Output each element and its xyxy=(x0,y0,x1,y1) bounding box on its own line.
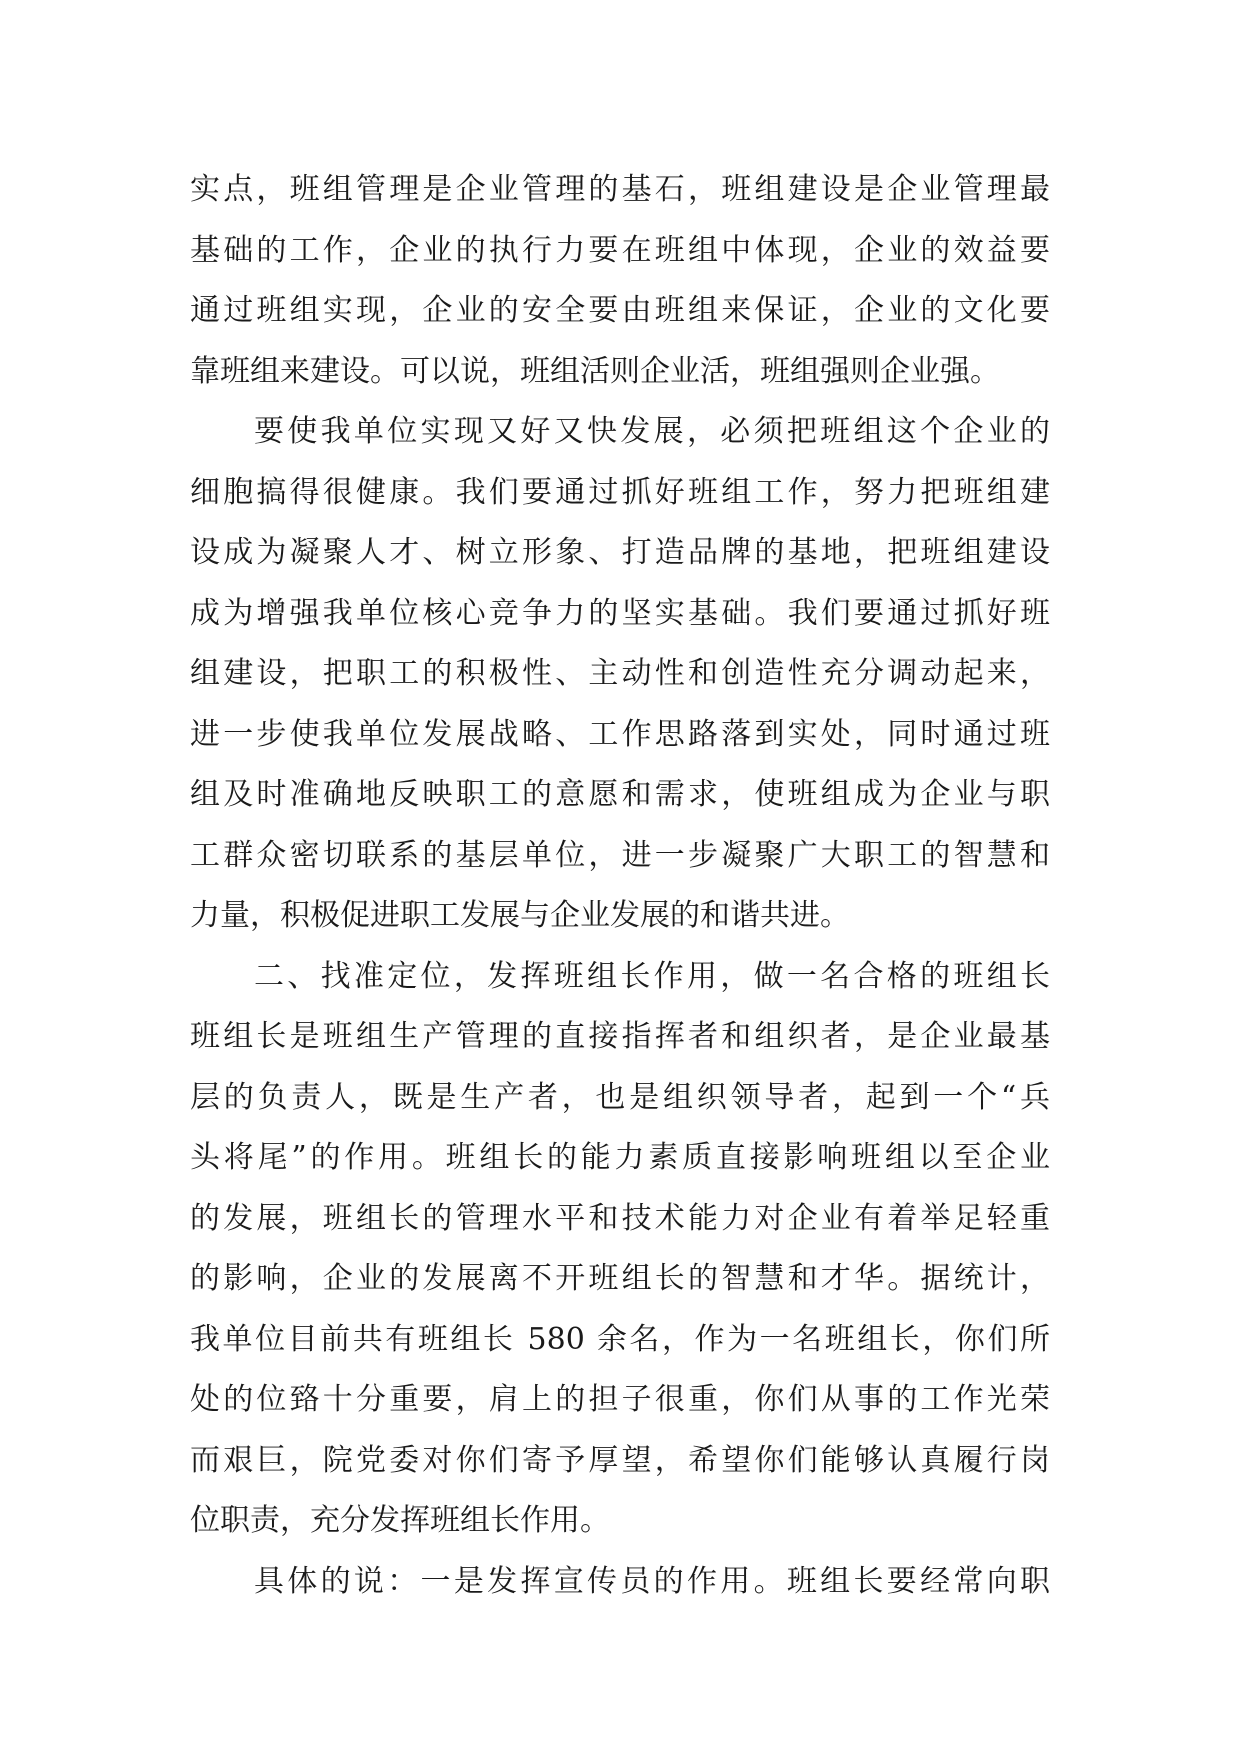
text-line: 成为增强我单位核心竞争力的坚实基础。我们要通过抓好班 xyxy=(190,595,1050,631)
text-line: 的发展，班组长的管理水平和技术能力对企业有着举足轻重 xyxy=(190,1200,1050,1236)
text-line: 位职责，充分发挥班组长作用。 xyxy=(190,1503,610,1538)
text-line: 处的位臵十分重要，肩上的担子很重，你们从事的工作光荣 xyxy=(190,1382,1050,1417)
text-line: 具体的说：一是发挥宣传员的作用。班组长要经常向职 xyxy=(254,1563,1050,1599)
text-line: 而艰巨，院党委对你们寄予厚望，希望你们能够认真履行岗 xyxy=(190,1442,1050,1478)
text-line: 通过班组实现，企业的安全要由班组来保证，企业的文化要 xyxy=(190,293,1050,328)
text-line: 基础的工作，企业的执行力要在班组中体现，企业的效益要 xyxy=(190,232,1050,268)
text-line: 的影响，企业的发展离不开班组长的智慧和才华。据统计， xyxy=(190,1261,1050,1296)
text-line: 工群众密切联系的基层单位，进一步凝聚广大职工的智慧和 xyxy=(190,837,1050,873)
text-line: 进一步使我单位发展战略、工作思路落到实处，同时通过班 xyxy=(190,716,1050,752)
text-line: 组及时准确地反映职工的意愿和需求，使班组成为企业与职 xyxy=(190,777,1050,812)
text-line: 层的负责人，既是生产者，也是组织领导者，起到一个“兵 xyxy=(190,1079,1050,1115)
text-line: 设成为凝聚人才、树立形象、打造品牌的基地，把班组建设 xyxy=(190,535,1050,570)
text-line: 实点，班组管理是企业管理的基石，班组建设是企业管理最 xyxy=(190,172,1050,207)
document-body xyxy=(190,160,1050,1612)
text-line: 班组长是班组生产管理的直接指挥者和组织者，是企业最基 xyxy=(190,1019,1050,1054)
text-line: 靠班组来建设。可以说，班组活则企业活，班组强则企业强。 xyxy=(190,353,1000,389)
section-heading: 二、找准定位，发挥班组长作用，做一名合格的班组长 xyxy=(254,958,1050,994)
text-line: 要使我单位实现又好又快发展，必须把班组这个企业的 xyxy=(254,414,1050,449)
text-line: 组建设，把职工的积极性、主动性和创造性充分调动起来， xyxy=(190,656,1050,691)
text-line: 头将尾”的作用。班组长的能力素质直接影响班组以至企业 xyxy=(190,1140,1050,1175)
text-line: 我单位目前共有班组长 580 余名，作为一名班组长，你们所 xyxy=(190,1321,1050,1357)
text-line: 细胞搞得很健康。我们要通过抓好班组工作，努力把班组建 xyxy=(190,474,1050,510)
text-line: 力量，积极促进职工发展与企业发展的和谐共进。 xyxy=(190,898,850,933)
